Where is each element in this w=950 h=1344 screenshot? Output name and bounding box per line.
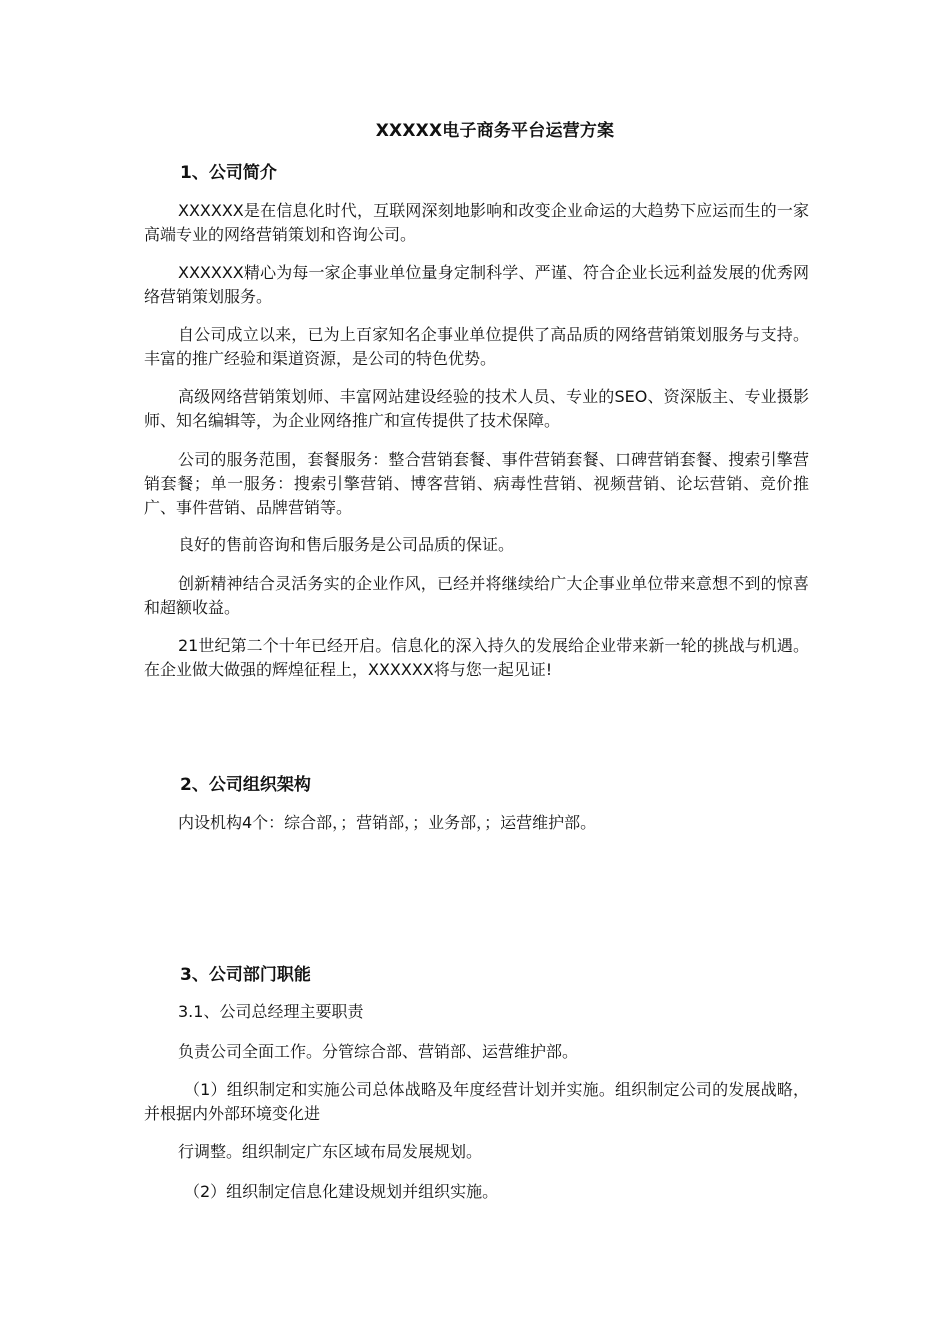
section2-text: 内设机构4个：综合部，；营销部，；业务部，；运营维护部。 — [178, 813, 597, 832]
section1-paragraph-3: 自公司成立以来，已为上百家知名企事业单位提供了高品质的网络营销策划服务与支持。丰富的推广经验和渠道资源，是公司的特色优势。 — [144, 325, 809, 368]
section1-paragraph-8: 21世纪第二个十年已经开启。信息化的深入持久的发展给企业带来新一轮的挑战与机遇。在企业做大做强的辉煌征程上，XXXXXX将与您一起见证! — [144, 636, 809, 679]
section3-item-1: （1）组织制定和实施公司总体战略及年度经营计划并实施。组织制定公司的发展战略，并根据内外部环境变化进 — [144, 1080, 809, 1123]
section3-subheading: 3.1、公司总经理主要职责 — [178, 1002, 364, 1021]
section1-paragraph-1: XXXXXX是在信息化时代，互联网深刻地影响和改变企业命运的大趋势下应运而生的一家高端专业的网络营销策划和咨询公司。 — [144, 201, 809, 244]
section1-paragraph-4: 高级网络营销策划师、丰富网站建设经验的技术人员、专业的SEO、资深版主、专业摄影师、知名编辑等，为企业网络推广和宣传提供了技术保障。 — [144, 387, 809, 430]
section1-paragraph-6: 良好的售前咨询和售后服务是公司品质的保证。 — [178, 535, 515, 554]
document-title: XXXXX电子商务平台运营方案 — [375, 121, 615, 141]
section1-heading: 1、公司简介 — [180, 163, 277, 183]
section3-item-1-continued: 行调整。组织制定广东区域布局发展规划。 — [178, 1142, 483, 1161]
section2-heading: 2、公司组织架构 — [180, 775, 311, 795]
section3-intro: 负责公司全面工作。分管综合部、营销部、运营维护部。 — [178, 1042, 579, 1061]
section1-paragraph-2: XXXXXX精心为每一家企事业单位量身定制科学、严谨、符合企业长远利益发展的优秀网络营销策划服务。 — [144, 263, 809, 306]
section1-paragraph-7: 创新精神结合灵活务实的企业作风，已经并将继续给广大企事业单位带来意想不到的惊喜和超额收益。 — [144, 574, 809, 617]
section3-item-2: （2）组织制定信息化建设规划并组织实施。 — [184, 1182, 499, 1201]
section1-paragraph-5: 公司的服务范围，套餐服务：整合营销套餐、事件营销套餐、口碑营销套餐、搜索引擎营销套餐；单一服务：搜索引擎营销、博客营销、病毒性营销、视频营销、论坛营销、竞价推广、事件营销、品牌营销等。 — [144, 450, 809, 517]
section3-heading: 3、公司部门职能 — [180, 965, 311, 985]
